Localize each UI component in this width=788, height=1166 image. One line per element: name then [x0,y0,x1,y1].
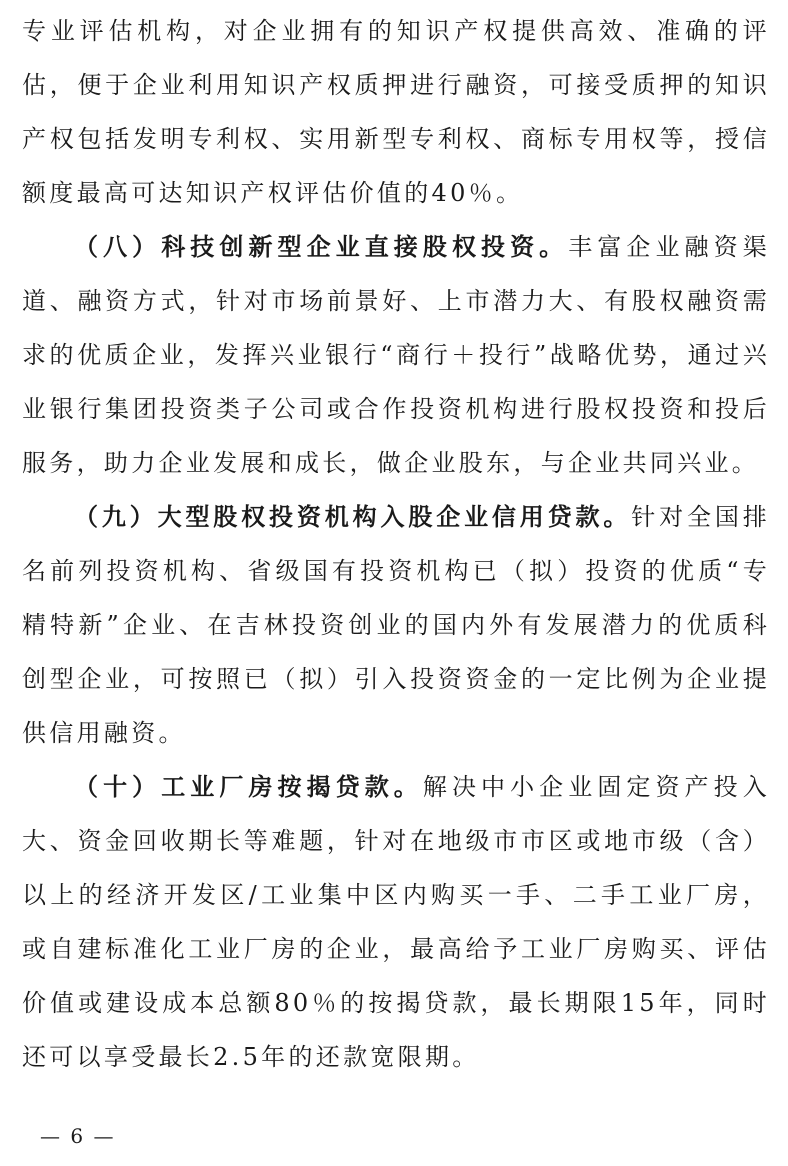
section-heading-9: （九）大型股权投资机构入股企业信用贷款。 [74,502,632,531]
section-heading-10: （十）工业厂房按揭贷款。 [74,772,423,801]
page-number: — 6 — [40,1124,116,1148]
paragraph-ip-pledge-continued [22,4,770,220]
paragraph-equity-investment [22,220,770,490]
paragraph-text: 丰富企业融资渠道、融资方式，针对市场前景好、上市潜力大、有股权融资需求的优质企业，发挥兴业银行“商行＋投行”战略优势，通过兴业银行集团投资类子公司或合作投资机构进行股权投资和投后服务，助力企业发展和成长，做企业股东，与企业共同兴业。 [22,233,770,477]
paragraph-institution-credit-loan [22,490,770,760]
paragraph-text: 针对全国排名前列投资机构、省级国有投资机构已（拟）投资的优质“专精特新”企业、在吉林投资创业的国内外有发展潜力的优质科创型企业，可按照已（拟）引入投资资金的一定比例为企业提供信用融资。 [22,503,770,747]
paragraph-text: 解决中小企业固定资产投入大、资金回收期长等难题，针对在地级市市区或地市级（含）以上的经济开发区/工业集中区内购买一手、二手工业厂房，或自建标准化工业厂房的企业，最高给予工业厂房购买、评估价值或建设成本总额80％的按揭贷款，最长期限15年，同时还可以享受最长2.5年的还款宽限期。 [22,773,770,1071]
paragraph-factory-mortgage [22,760,770,1084]
section-heading-8: （八）科技创新型企业直接股权投资。 [74,232,569,261]
document-page [22,4,770,1084]
paragraph-text: 专业评估机构，对企业拥有的知识产权提供高效、准确的评估，便于企业利用知识产权质押进行融资，可接受质押的知识产权包括发明专利权、实用新型专利权、商标专用权等，授信额度最高可达知识产权评估价值的40％。 [22,17,770,207]
